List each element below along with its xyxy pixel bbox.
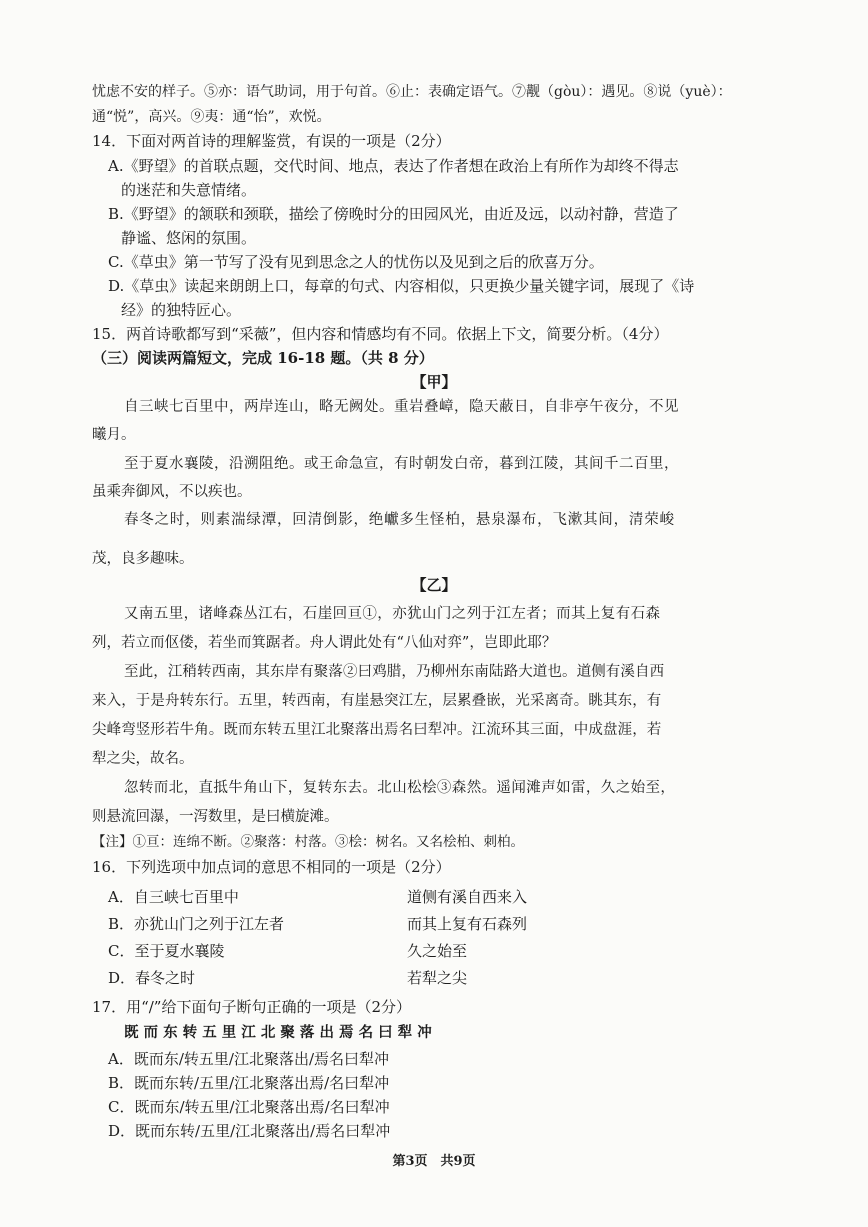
q14-option-b-line2: 静谧、悠闲的氛围。 xyxy=(121,229,257,247)
q16-option-c-left: C．至于夏水襄陵 xyxy=(108,942,225,960)
jia-p1-line1: 自三峡七百里中，两岸连山，略无阙处。重岩叠嶂，隐天蔽日，自非亭午夜分，不见 xyxy=(124,399,679,415)
yi-p2-line4: 犁之尖，故名。 xyxy=(92,751,194,767)
q16-option-d-right: 若犁之尖 xyxy=(407,969,468,987)
notes-line-1: 忧虑不安的样子。⑤亦：语气助词，用于句首。⑥止：表确定语气。⑦觏（gòu）：遇见。⑧说（yuè）： xyxy=(92,84,732,100)
yi-p3-line1: 忽转而北，直抵牛角山下，复转东去。北山松桧③森然。遥闻滩声如雷，久之始至， xyxy=(124,780,676,796)
jia-p3-line1: 春冬之时，则素湍绿潭，回清倒影，绝巘多生怪柏，悬泉瀑布，飞漱其间，清荣峻 xyxy=(124,512,675,528)
q14-option-d-line2: 经》的独特匠心。 xyxy=(121,301,242,319)
q17-sentence: 既 而 东 转 五 里 江 北 聚 落 出 焉 名 曰 犁 冲 xyxy=(124,1024,432,1041)
q16-option-d-left: D．春冬之时 xyxy=(108,969,196,987)
q17-option-d: D．既而东转/五里/江北聚落出/焉名曰犁冲 xyxy=(108,1122,391,1140)
passage-jia-title: 【甲】 xyxy=(411,373,457,391)
yi-p3-line2: 则悬流回瀑，一泻数里，是曰横旋滩。 xyxy=(92,809,339,825)
q16-option-a-left: A．自三峡七百里中 xyxy=(108,888,239,906)
yi-p2-line1: 至此，江稍转西南，其东岸有聚落②曰鸡腊，乃柳州东南陆路大道也。道侧有溪自西 xyxy=(124,664,665,680)
q16-option-b-right: 而其上复有石森列 xyxy=(407,915,528,933)
jia-p3-line2: 茂，良多趣味。 xyxy=(92,551,194,567)
jia-p1-line2: 曦月。 xyxy=(92,427,136,443)
yi-p2-line3: 尖峰弯竖形若牛角。既而东转五里江北聚落出焉名曰犁冲。江流环其三面，中成盘涯，若 xyxy=(92,722,662,738)
section-3-heading: （三）阅读两篇短文，完成 16-18 题。（共 8 分） xyxy=(92,349,434,367)
q16-option-b-left: B．亦犹山门之列于江左者 xyxy=(108,915,285,933)
q17-option-c: C．既而东/转五里/江北聚落出焉/名曰犁冲 xyxy=(108,1098,390,1116)
q16-option-c-right: 久之始至 xyxy=(407,942,468,960)
q14-option-a-line2: 的迷茫和失意情绪。 xyxy=(121,181,257,199)
notes-line-2: 通“悦”，高兴。⑨夷：通“怡”，欢悦。 xyxy=(92,109,331,125)
jia-p2-line1: 至于夏水襄陵，沿溯阻绝。或王命急宣，有时朝发白帝，暮到江陵，其间千二百里， xyxy=(124,456,679,472)
q16-option-a-right: 道侧有溪自西来入 xyxy=(407,888,528,906)
yi-p2-line2: 来入，于是舟转东行。五里，转西南，有崖悬突江左，层累叠嵌，光采离奇。眺其东，有 xyxy=(92,693,662,709)
q17-option-a: A．既而东/转五里/江北聚落出/焉名曰犁冲 xyxy=(108,1050,389,1068)
jia-p2-line2: 虽乘奔御风，不以疾也。 xyxy=(92,484,252,500)
yi-p1-line2: 列，若立而伛偻，若坐而箕踞者。舟人谓此处有“八仙对弈”，岂即此耶？ xyxy=(92,635,557,651)
yi-p1-line1: 又南五里，诸峰森丛江右，石崖回亘①，亦犹山门之列于江左者；而其上复有石森 xyxy=(124,606,661,622)
yi-annotation: 【注】①亘：连绵不断。②聚落：村落。③桧：树名。又名桧柏、刺柏。 xyxy=(92,834,524,850)
q14-stem: 14．下面对两首诗的理解鉴赏，有误的一项是（2分） xyxy=(92,132,451,150)
q15-stem: 15．两首诗歌都写到“采薇”，但内容和情感均有不同。依据上下文，简要分析。（4分） xyxy=(92,325,669,343)
q14-option-a-line1: A.《野望》的首联点题，交代时间、地点，表达了作者想在政治上有所作为却终不得志 xyxy=(108,157,679,175)
q17-stem: 17．用“/”给下面句子断句正确的一项是（2分） xyxy=(92,998,412,1016)
q14-option-d-line1: D.《草虫》读起来朗朗上口，每章的句式、内容相似，只更换少量关键字词，展现了《诗 xyxy=(108,277,695,295)
q16-stem: 16．下列选项中加点词的意思不相同的一项是（2分） xyxy=(92,858,451,876)
q17-option-b: B．既而东转/五里/江北聚落出焉/名曰犁冲 xyxy=(108,1074,390,1092)
passage-yi-title: 【乙】 xyxy=(411,576,457,594)
q14-option-c: C.《草虫》第一节写了没有见到思念之人的忧伤以及见到之后的欣喜万分。 xyxy=(108,253,604,271)
q14-option-b-line1: B.《野望》的颔联和颈联，描绘了傍晚时分的田园风光，由近及远，以动衬静，营造了 xyxy=(108,205,679,223)
page-number: 第3页 共9页 xyxy=(392,1154,476,1169)
